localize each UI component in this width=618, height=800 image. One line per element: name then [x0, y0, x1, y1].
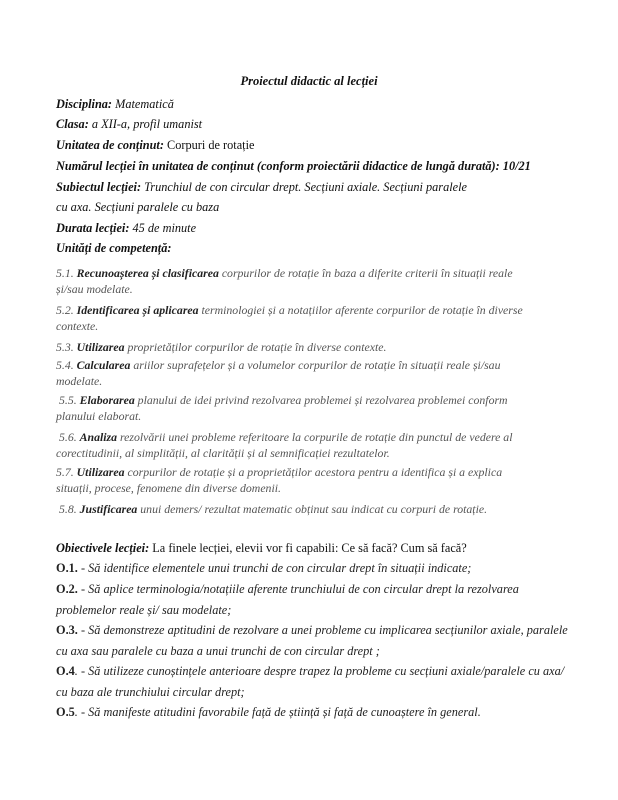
competency-5-6: 5.6. Analiza rezolvării unei probleme referitoare la corpurile de rotație din punctul de vedere al [59, 430, 513, 444]
competency-5-5-cont: planului elaborat. [56, 409, 142, 423]
field-numarul [56, 159, 588, 174]
competency-5-2-cont: contexte. [56, 319, 99, 333]
objective-o1: O.1. - Să identifice elementele unui trunchi de con circular drept în situații indicate; [56, 561, 472, 575]
competency-5-4-cont: modelate. [56, 374, 103, 388]
label-unitatea: Unitatea de conținut: [56, 138, 164, 152]
objective-o4-cont: cu baza ale trunchiului circular drept; [56, 685, 245, 699]
competency-5-7-cont: situații, procese, fenomene din diverse domenii. [56, 481, 281, 495]
competency-5-5: 5.5. Elaborarea planului de idei privind rezolvarea problemei și rezolvarea problemei conform [59, 393, 508, 407]
objectives-header [56, 541, 588, 556]
field-clasa [56, 117, 588, 132]
competency-5-4: 5.4. Calcularea ariilor suprafețelor și a volumelor corpurilor de rotație în situații reale și/sau [56, 358, 501, 372]
competency-5-3: 5.3. Utilizarea proprietăților corpurilor de rotație în diverse contexte. [56, 340, 387, 354]
objective-o4: O.4. - Să utilizeze cunoștințele anterioare despre trapez la probleme cu secțiuni axiale/paralele cu axa/ [56, 664, 565, 678]
objectives-label: Obiectivele lecției: [56, 541, 150, 555]
competency-5-7: 5.7. Utilizarea corpurilor de rotație și a proprietăților acestora pentru a identifica și a explica [56, 465, 503, 479]
competency-5-1: 5.1. Recunoașterea și clasificarea corpurilor de rotație în baza a diferite criterii în situații reale [56, 266, 513, 280]
field-unitatea [56, 138, 588, 153]
label-numarul: Numărul lecției în unitatea de conținut (conform proiectării didactice de lungă durată): 10/21 [56, 159, 531, 173]
competency-5-1-cont: și/sau modelate. [56, 282, 133, 296]
value-disciplina: Matematică [115, 97, 174, 111]
value-clasa: a XII-a, profil umanist [91, 117, 203, 131]
label-disciplina: Disciplina: [56, 97, 113, 111]
objective-o5: O.5. - Să manifeste atitudini favorabile față de știință și față de cunoaștere în general. [56, 705, 481, 719]
objective-o2: O.2. - Să aplice terminologia/notațiile aferente trunchiului de con circular drept la rezolvarea [56, 582, 519, 596]
field-subiectul [56, 180, 588, 195]
objective-o3: O.3. - Să demonstreze aptitudini de rezolvare a unei probleme cu implicarea secțiunilor axiale, paralele [56, 623, 568, 637]
competency-5-2: 5.2. Identificarea și aplicarea terminologiei și a notațiilor aferente corpurilor de rotație în diverse [56, 303, 523, 317]
objective-o3-cont: cu axa sau paralele cu baza a unui trunchi de con circular drept ; [56, 644, 380, 658]
objectives-intro: La finele lecției, elevii vor fi capabili: Ce să facă? Cum să facă? [152, 541, 467, 555]
value-unitatea: Corpuri de rotație [167, 138, 255, 152]
objective-o2-cont: problemelor reale și/ sau modelate; [56, 603, 232, 617]
field-disciplina [56, 97, 588, 112]
label-clasa: Clasa: [56, 117, 89, 131]
value-subiectul-2: cu axa. Secțiuni paralele cu baza [56, 200, 220, 214]
field-durata [56, 221, 588, 236]
label-unitati: Unități de competență: [56, 241, 172, 255]
value-durata: 45 de minute [132, 221, 197, 235]
document-title: Proiectul didactic al lecției [240, 74, 378, 88]
label-durata: Durata lecției: [56, 221, 130, 235]
field-unitati [56, 241, 588, 256]
competency-5-6-cont: corectitudinii, al simplității, al clarității și al semnificației rezultatelor. [56, 446, 390, 460]
competency-5-8: 5.8. Justificarea unui demers/ rezultat matematic obținut sau indicat cu corpuri de rotație. [59, 502, 488, 516]
value-subiectul-1: Trunchiul de con circular drept. Secțiuni axiale. Secțiuni paralele [144, 180, 467, 194]
label-subiectul: Subiectul lecției: [56, 180, 142, 194]
